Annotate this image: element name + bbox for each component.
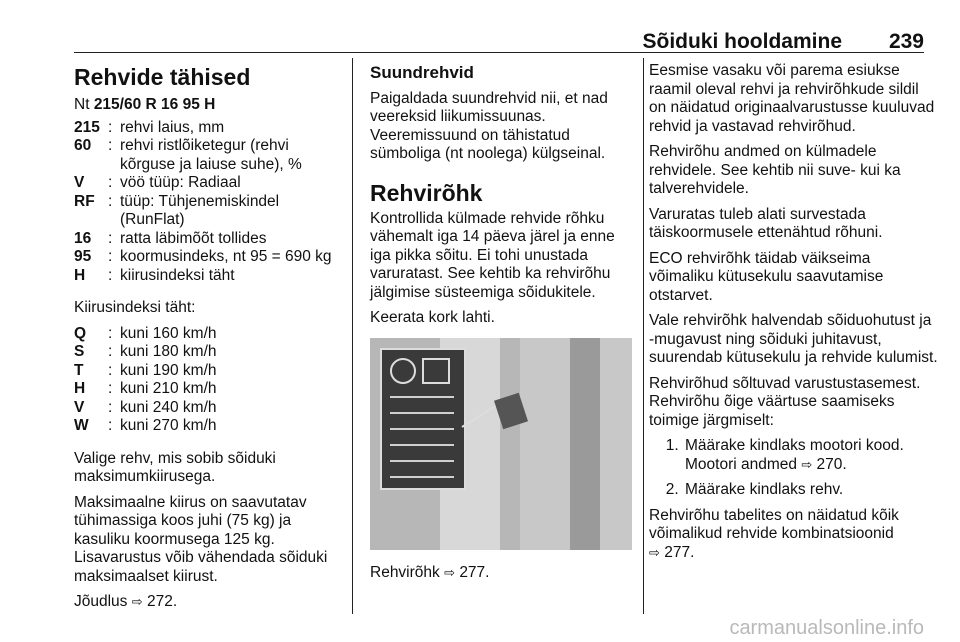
tyre-spec-key: V xyxy=(74,174,85,191)
caption-page-ref: 277. xyxy=(459,563,490,581)
example-line xyxy=(74,96,344,115)
ref-arrow-icon: ⇨ xyxy=(444,564,455,580)
paragraph-wrong-pressure: Vale rehvirõhk halvendab sõiduohutust ja -mugavust ning sõiduki juhitavust, suurendab kütusekulu ja rehvide kulumist. xyxy=(649,312,938,366)
paragraph-max-speed: Maksimaalne kiirus on saavutatav tühimassiga koos juhi (75 kg) ja kasuliku koormusega 125 kg. Lisavarustus võib vähendada sõiduki maksimaalset kiirust. xyxy=(74,493,328,585)
tables-page-ref[interactable]: 277. xyxy=(664,543,695,561)
paragraph-pressure-tables: Rehvirõhu tabelites on näidatud kõik võimalikud rehvide kombinatsioonid ⇨ 277. xyxy=(649,506,899,561)
ref-arrow-icon: ⇨ xyxy=(801,456,813,472)
paragraph-label-location: Eesmise vasaku või parema esiukse raamil oleval rehvi ja rehvirõhkude sildil on näidatud originaalvarustusse kuuluvad rehvid ja vastavad rehvirõhud. xyxy=(649,62,935,135)
speed-index-description: kuni 270 km/h xyxy=(120,417,217,434)
speed-index-key: T xyxy=(74,361,84,379)
tyre-spec-key: RF xyxy=(74,192,95,210)
performance-link[interactable]: Jõudlus ⇨ 272. xyxy=(74,593,178,610)
watermark: carmanualsonline.info xyxy=(729,617,924,639)
column-3 xyxy=(649,62,939,569)
speed-index-description: kuni 210 km/h xyxy=(120,380,217,397)
example-code: 215/60 R 16 95 H xyxy=(93,96,216,113)
tyre-spec-separator: : xyxy=(108,266,113,284)
speed-index-key: S xyxy=(74,343,85,360)
tyre-spec-separator: : xyxy=(108,229,113,247)
speed-index-intro: Kiirusindeksi täht: xyxy=(74,299,196,316)
speed-index-separator: : xyxy=(108,343,113,360)
photo-caption-link[interactable]: Rehvirõhk ⇨ 277. xyxy=(370,563,490,581)
column-2 xyxy=(370,62,634,589)
speed-index-description: kuni 240 km/h xyxy=(120,398,217,416)
tyre-spec-separator: : xyxy=(108,248,113,265)
speed-index-description: kuni 160 km/h xyxy=(120,324,217,342)
paragraph-eco: ECO rehvirõhk täidab väikseima võimaliku kütusekulu saavutamise otstarvet. xyxy=(649,249,884,304)
tyre-spec-separator: : xyxy=(108,192,113,210)
header-divider xyxy=(74,52,924,53)
speed-index-description: kuni 190 km/h xyxy=(120,361,217,379)
tyre-spec-key: 60 xyxy=(74,137,92,154)
tyre-spec-separator: : xyxy=(108,118,113,136)
tyre-spec-separator: : xyxy=(108,137,113,154)
speed-index-key: H xyxy=(74,380,86,397)
speed-index-list xyxy=(74,325,344,436)
speed-index-separator: : xyxy=(108,417,113,434)
tyre-spec-description: koormusindeks, nt 95 = 690 kg xyxy=(120,248,332,265)
paragraph-check-pressure: Kontrollida külmade rehvide rõhku vähemalt iga 14 päeva järel ja enne iga pikka sõitu. Ei tohi unustada varuratast. See kehtib ka rehvirõhu jälgimise süsteemiga sõidukitele. xyxy=(370,209,615,301)
steps-list xyxy=(649,437,939,500)
speed-index-key: Q xyxy=(74,324,87,342)
tyre-symbol-icon xyxy=(390,358,416,384)
tyre-spec-key: 16 xyxy=(74,229,92,247)
tyre-spec-description: rehvi laius, mm xyxy=(120,118,225,136)
speed-index-key: V xyxy=(74,398,85,416)
tyre-pressure-heading: Rehvirõhk xyxy=(370,179,483,206)
tyre-spec-description: tüüp: Tühjenemiskindel (RunFlat) xyxy=(120,192,280,228)
directional-tyres-heading: Suundrehvid xyxy=(370,63,474,82)
tyre-spec-description: rehvi ristlõiketegur (rehvi kõrguse ja laiuse suhe), % xyxy=(120,137,302,173)
speed-index-separator: : xyxy=(108,361,113,379)
tyre-spec-separator: : xyxy=(108,174,113,191)
tyre-spec-key: H xyxy=(74,266,86,284)
column-divider-1 xyxy=(352,58,353,614)
paragraph-cold-tyres: Rehvirõhu andmed on külmadele rehvidele. See kehtib nii suve- kui ka talverehvidele. xyxy=(649,143,901,197)
column-1 xyxy=(74,62,344,619)
tyre-pressure-label-photo xyxy=(370,338,632,550)
step-2: 2. Määrake kindlaks rehv. xyxy=(683,481,939,500)
performance-page-ref: 272. xyxy=(146,593,178,610)
ref-arrow-icon: ⇨ xyxy=(649,544,660,560)
tyre-markings-heading: Rehvide tähised xyxy=(74,64,251,90)
speed-index-separator: : xyxy=(108,380,113,397)
example-prefix: Nt xyxy=(74,96,90,113)
speed-index-description: kuni 180 km/h xyxy=(120,343,217,360)
tyre-spec-description: vöö tüüp: Radiaal xyxy=(120,174,241,191)
manual-book-icon xyxy=(422,358,450,384)
paragraph-open-cap: Keerata kork lahti. xyxy=(370,309,495,326)
paragraph-depends-equipment: Rehvirõhud sõltuvad varustustasemest. Rehvirõhu õige väärtuse saamiseks toimige järgmiselt: xyxy=(649,374,921,429)
engine-data-page-ref[interactable]: 270. xyxy=(816,455,847,473)
step-1: 1. Määrake kindlaks mootori kood. Mootori andmed ⇨ 270. xyxy=(683,437,939,474)
column-divider-2 xyxy=(643,58,644,614)
page-number: 239 xyxy=(888,30,924,53)
paragraph-spare-wheel: Varuratas tuleb alati survestada täiskoormusele ettenähtud rõhuni. xyxy=(649,205,883,241)
paragraph-speed: Valige rehv, mis sobib sõiduki maksimumkiirusega. xyxy=(74,449,276,485)
tyre-spec-list xyxy=(74,119,344,286)
tyre-spec-description: kiirusindeksi täht xyxy=(120,266,235,284)
pressure-label-closeup xyxy=(380,348,466,490)
speed-index-key: W xyxy=(74,417,89,434)
speed-index-separator: : xyxy=(108,324,113,342)
ref-arrow-icon: ⇨ xyxy=(131,594,143,609)
tyre-spec-description: ratta läbimõõt tollides xyxy=(120,229,267,247)
tyre-spec-key: 95 xyxy=(74,248,92,265)
tyre-spec-key: 215 xyxy=(74,118,100,136)
paragraph-directional: Paigaldada suundrehvid nii, et nad veereksid liikumissuunas. Veeremissuund on tähistatud sümboliga (nt noolega) külgseinal. xyxy=(370,89,608,162)
section-title: Sõiduki hooldamine xyxy=(642,30,842,53)
speed-index-separator: : xyxy=(108,398,113,416)
